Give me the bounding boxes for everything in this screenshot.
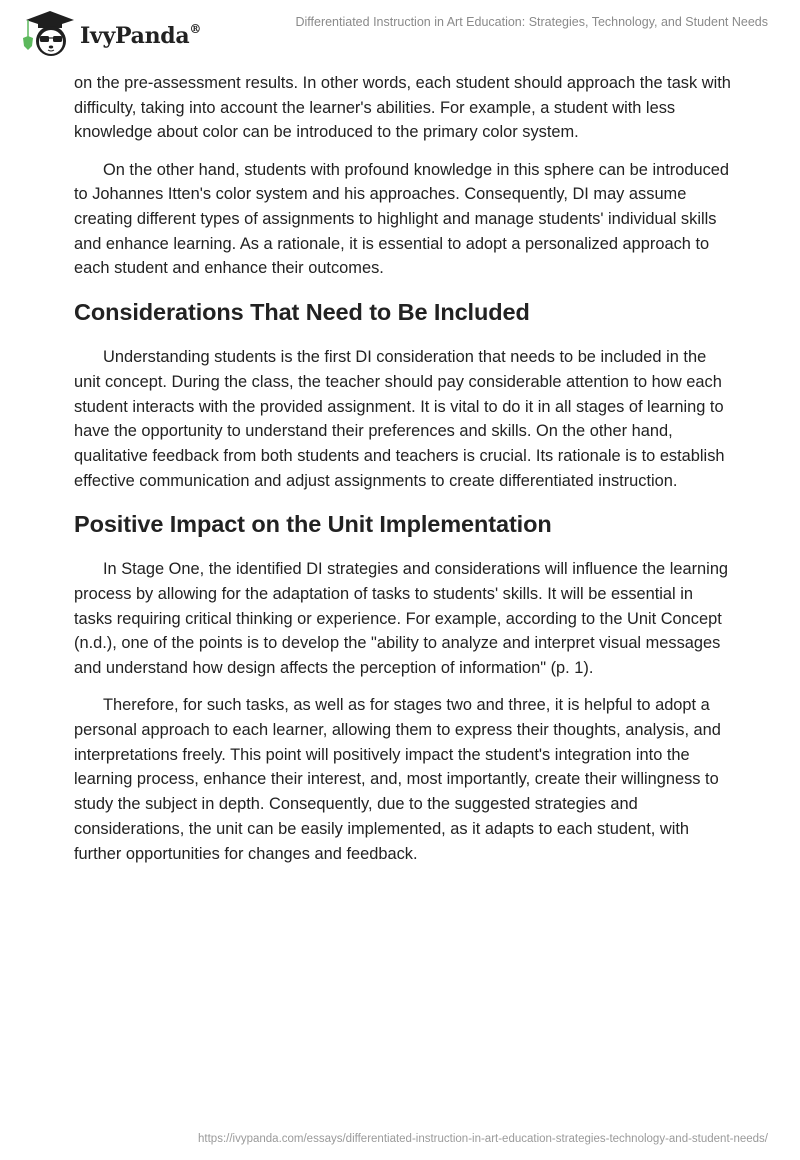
paragraph: Understanding students is the first DI consideration that needs to be included in the unit concept. During the class, the teacher should pay considerable attention to how each student interacts with the provided assignment. It is vital to do it in all stages of learning to have the opportunity to understand their preferences and skills. On the other hand, qualitative feedback from both students and teachers is crucial. Its rationale is to establish effective communication and adjust assignments to create differentiated instruction. (74, 348, 725, 490)
paragraph-continued: on the pre-assessment results. In other words, each student should approach the task with difficulty, taking into account the learner's abilities. For example, a student with less knowledge about color can be introduced to the primary color system. (74, 74, 731, 142)
paragraph: On the other hand, students with profound knowledge in this sphere can be introduced to Johannes Itten's color system and his approaches. Consequently, DI may assume creating different types of assignments to highlight and manage students' individual skills and enhance learning. As a rationale, it is essential to adopt a personalized approach to each student and enhance their outcomes. (74, 160, 729, 278)
paragraph: Therefore, for such tasks, as well as for stages two and three, it is helpful to adopt a personal approach to each learner, allowing them to express their thoughts, analysis, and interpretations freely. This point will positively impact the student's integration into the learning process, enhance their interest, and, most importantly, create their willingness to study the subject in depth. Consequently, due to the suggested strategies and considerations, the unit can be easily implemented, as it adapts to each student, with further opportunities for changes and feedback. (74, 696, 721, 863)
panda-graduate-icon (18, 8, 76, 58)
document-title: Differentiated Instruction in Art Education: Strategies, Technology, and Student Needs (295, 15, 768, 29)
section-heading-positive-impact: Positive Impact on the Unit Implementation (74, 511, 552, 538)
paragraph: In Stage One, the identified DI strategies and considerations will influence the learning process by allowing for the adaptation of tasks to students' skills. It will be essential in tasks requiring critical thinking or experience. For example, according to the Unit Concept (n.d.), one of the points is to develop the "ability to analyze and interpret visual messages and understand how design affects the perception of information" (p. 1). (74, 560, 729, 678)
ivypanda-logo[interactable] (18, 8, 201, 58)
registered-mark: ® (189, 21, 202, 36)
page-header (0, 0, 800, 60)
essay-body (74, 71, 734, 879)
source-url-link[interactable]: https://ivypanda.com/essays/differentiated-instruction-in-art-education-strategies-technology-and-student-needs/ (198, 1133, 768, 1145)
section-heading-considerations: Considerations That Need to Be Included (74, 299, 530, 326)
logo-wordmark: IvyPanda® (80, 21, 202, 49)
